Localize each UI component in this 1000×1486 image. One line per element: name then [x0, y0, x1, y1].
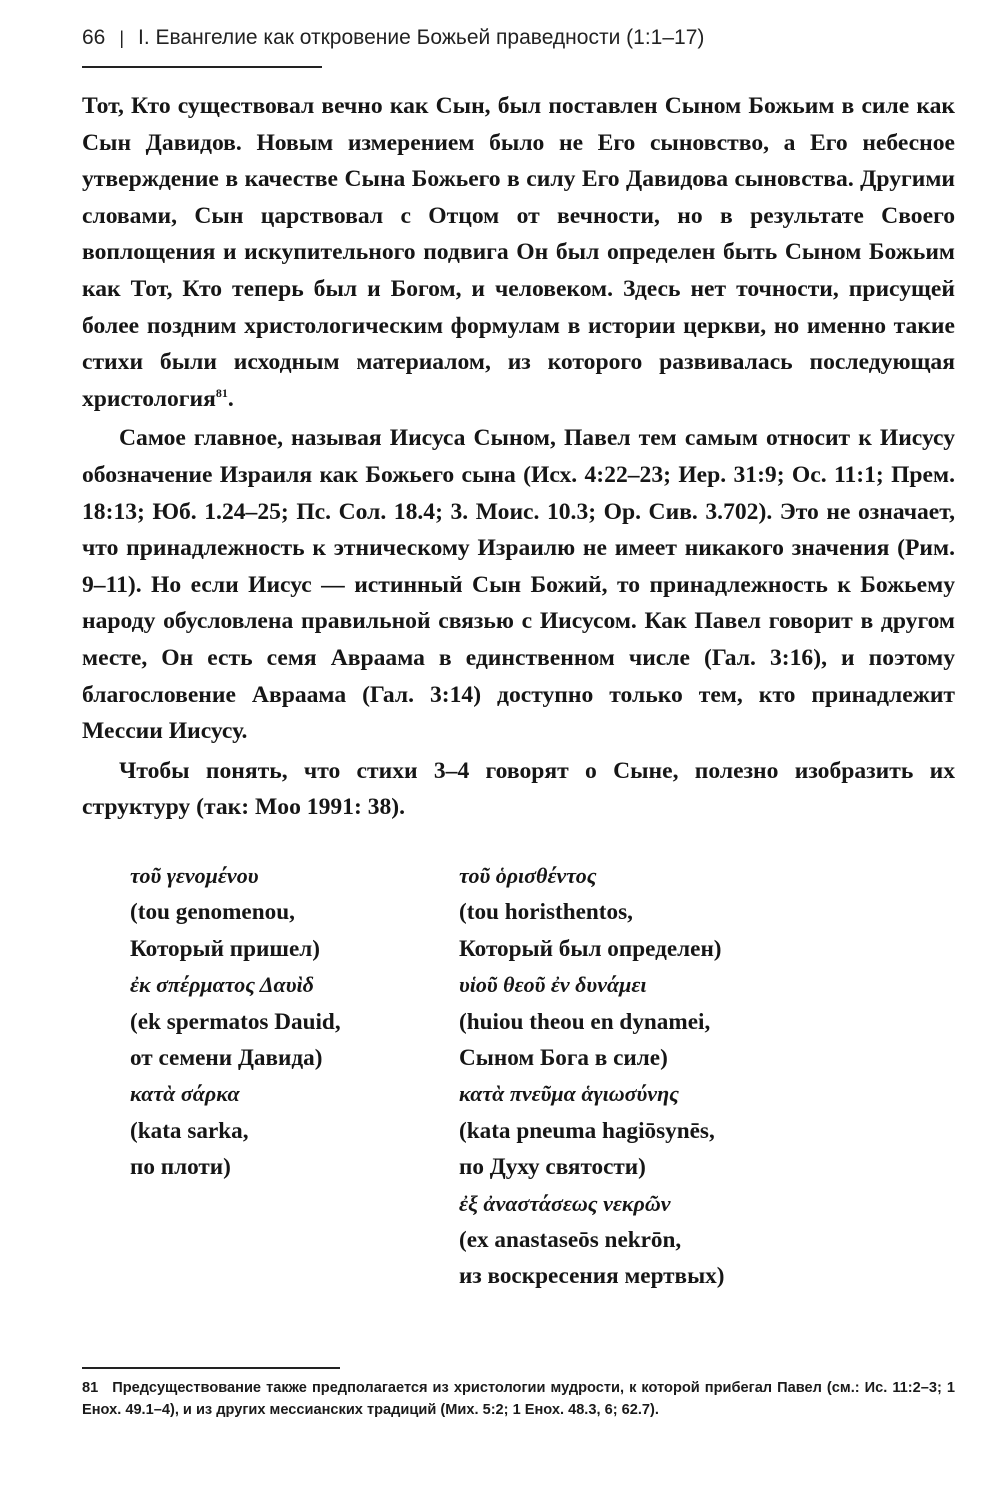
translation-line: Который пришел): [130, 935, 320, 962]
header-rule: [82, 66, 322, 68]
translation-line: (ex anastaseōs nekrōn,: [459, 1226, 682, 1253]
translation-line: из воскресения мертвых): [459, 1263, 725, 1290]
footnote-text: Предсуществование также предполагается из христологии мудрости, к которой прибегал Павел (см.: Ис. 11:2–3; 1 Енох. 49.1–4), и из других мессианских традиций (Мих. 5:2; 1 Енох. 48.3, 6; 62.7).: [82, 1380, 955, 1418]
chapter-title: I. Евангелие как откровение Божьей праведности (1:1–17): [138, 26, 705, 49]
footnote: [82, 1377, 955, 1421]
greek-phrase: τοῦ γενομένου: [130, 863, 259, 888]
greek-phrase: ἐκ σπέρματος Δαυὶδ: [130, 972, 314, 998]
greek-phrase: κατὰ σάρκα: [130, 1081, 240, 1107]
footnote-number: 81: [82, 1380, 99, 1396]
structure-right-column: [459, 858, 725, 1295]
translation-line: Который был определен): [459, 935, 722, 962]
greek-phrase: κατὰ πνεῦμα ἁγιωσύνης: [459, 1081, 679, 1107]
paragraph-text: Тот, Кто существовал вечно как Сын, был поставлен Сыном Божьим в силе как Сын Давидов. Новым измерением было не Его сыновство, а Его небесное утверждение в качестве Сына Божьего в силу Его Давидова сыновства. Другими словами, Сын царствовал с Отцом от вечности, но в результате Своего воплощения и искупительного подвига Он был определен быть Сыном Божьим как Тот, Кто теперь был и Богом, и человеком. Здесь нет точности, присущей более поздним христологическим формулам в истории церкви, но именно такие стихи были исходным материалом, из которого развивалась последующая христология: [82, 93, 955, 412]
paragraph: [82, 753, 955, 826]
header-separator: |: [119, 28, 125, 48]
footnote-reference[interactable]: 81: [215, 385, 228, 400]
main-text: [82, 88, 955, 826]
translation-line: по Духу святости): [459, 1154, 646, 1181]
translation-line: (kata sarka,: [130, 1117, 249, 1144]
footnote-rule: [82, 1367, 340, 1369]
paragraph-text: Самое главное, называя Иисуса Сыном, Павел тем самым относит к Иисусу обозначение Израиля как Божьего сына (Исх. 4:22–23; Иер. 31:9; Ос. 11:1; Прем. 18:13; Юб. 1.24–25; Пс. Сол. 18.4; 3. Моис. 10.3; Ор. Сив. 3.702). Это не означает, что принадлежность к этническому Израилю не имеет никакого значения (Рим. 9–11). Но если Иисус — истинный Сын Божий, то принадлежность к Божьему народу обусловлена правильной связью с Иисусом. Как Павел говорит в другом месте, Он есть семя Авраама в единственном числе (Гал. 3:16), и поэтому благословение Авраама (Гал. 3:14) доступно только тем, кто принадлежит Мессии Иисусу.: [82, 425, 955, 745]
translation-line: (huiou theou en dynamei,: [459, 1008, 711, 1035]
structure-left-column: [130, 858, 341, 1186]
translation-line: (tou horisthentos,: [459, 899, 633, 926]
greek-phrase: ἐξ ἀναστάσεως νεκρῶν: [459, 1190, 671, 1216]
paragraph: [82, 88, 955, 417]
running-head: [82, 26, 942, 50]
paragraph-text: Чтобы понять, что стихи 3–4 говорят о Сыне, полезно изобразить их структуру (так: Moo 1991: 38).: [82, 757, 955, 821]
page-number: 66: [82, 26, 106, 49]
greek-phrase: υἱοῦ θεοῦ ἐν δυνάμει: [459, 972, 647, 998]
translation-line: (tou genomenou,: [130, 899, 295, 926]
paragraph: [82, 420, 955, 749]
translation-line: Сыном Бога в силе): [459, 1044, 668, 1071]
translation-line: (kata pneuma hagiōsynēs,: [459, 1117, 715, 1144]
paragraph-tail: .: [227, 385, 234, 412]
translation-line: по плоти): [130, 1154, 231, 1181]
translation-line: от семени Давида): [130, 1044, 323, 1071]
translation-line: (ek spermatos Dauid,: [130, 1008, 341, 1035]
greek-phrase: τοῦ ὁρισθέντος: [459, 863, 597, 888]
